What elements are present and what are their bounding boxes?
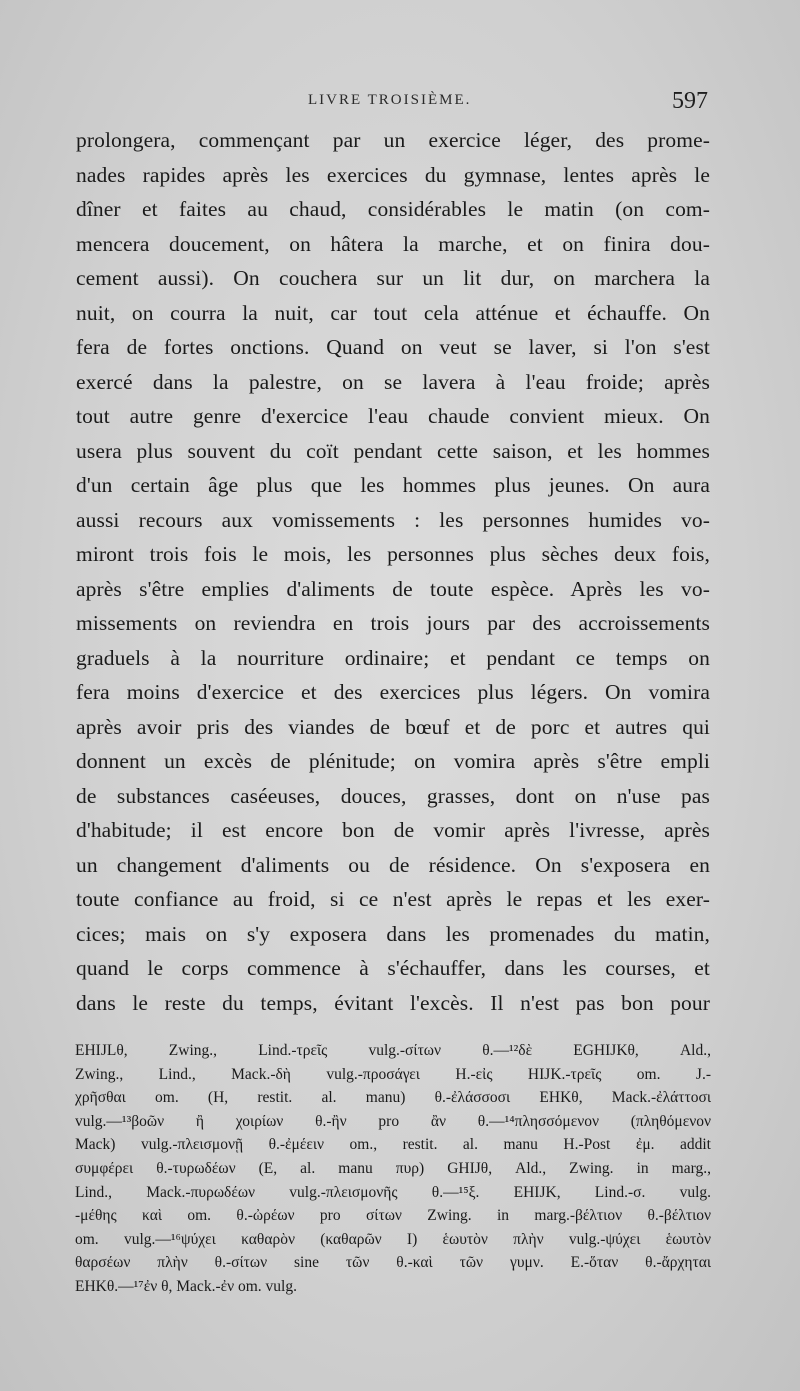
note-line: -μέθης καὶ om. θ.-ὠρέων pro σίτων Zwing. in marg.-βέλτιον θ.-βέλτιον — [75, 1207, 711, 1225]
text-line: missements on reviendra en trois jours par des accroissements — [76, 611, 710, 635]
text-line: fera de fortes onctions. Quand on veut se laver, si l'on s'est — [76, 335, 710, 359]
text-line: dans le reste du temps, évitant l'excès. Il n'est pas bon pour — [76, 990, 710, 1015]
note-line: χρῆσθαι om. (H, restit. al. manu) θ.-ἐλάσσοσι EHKθ, Mack.-ἐλάττοσι — [75, 1089, 711, 1107]
text-line: donnent un excès de plénitude; on vomira après s'être empli — [76, 749, 710, 773]
text-line: d'un certain âge plus que les hommes plus jeunes. On aura — [76, 473, 710, 497]
text-line: quand le corps commence à s'échauffer, dans les courses, et — [76, 956, 710, 980]
text-line: nuit, on courra la nuit, car tout cela atténue et échauffe. On — [76, 300, 710, 325]
text-line: fera moins d'exercice et des exercices plus légers. On vomira — [76, 680, 710, 704]
text-line: graduels à la nourriture ordinaire; et pendant ce temps on — [76, 645, 710, 670]
text-line: prolongera, commençant par un exercice léger, des prome- — [76, 128, 710, 152]
text-line: dîner et faites au chaud, considérables le matin (on com- — [76, 197, 710, 221]
note-line: EHKθ.—¹⁷ἐν θ, Mack.-ἐν om. vulg. — [75, 1277, 297, 1295]
text-line: cement aussi). On couchera sur un lit dur, on marchera la — [76, 266, 710, 290]
text-line: mencera doucement, on hâtera la marche, et on finira dou- — [76, 231, 710, 256]
text-line: nades rapides après les exercices du gymnase, lentes après le — [76, 162, 710, 187]
text-line: miront trois fois le mois, les personnes plus sèches deux fois, — [76, 542, 710, 566]
text-line: aussi recours aux vomissements : les personnes humides vo- — [76, 507, 710, 532]
text-line: d'habitude; il est encore bon de vomir après l'ivresse, après — [76, 818, 710, 842]
footnotes — [75, 1039, 711, 1299]
note-line: Zwing., Lind., Mack.-δὴ vulg.-προσάγει H.-εἰς HIJK.-τρεῖς om. J.- — [75, 1065, 711, 1083]
text-line: un changement d'aliments ou de résidence. On s'exposera en — [76, 852, 710, 877]
note-line: vulg.—¹³βοῶν ἢ χοιρίων θ.-ἢν pro ἂν θ.—¹⁴πλησσόμενον (πληθόμενον — [75, 1112, 711, 1130]
note-line: Lind., Mack.-πυρωδέων vulg.-πλεισμονῆς θ.—¹⁵ξ. EHIJK, Lind.-σ. vulg. — [75, 1183, 711, 1201]
text-line: de substances caséeuses, douces, grasses, dont on n'use pas — [76, 783, 710, 808]
page-number: 597 — [672, 88, 708, 114]
note-line: om. vulg.—¹⁶ψύχει καθαρὸν (καθαρῶν I) ἑωυτὸν πλὴν vulg.-ψύχει ἑωυτὸν — [75, 1230, 711, 1248]
text-line: exercé dans la palestre, on se lavera à l'eau froide; après — [76, 369, 710, 394]
text-line: après avoir pris des viandes de bœuf et de porc et autres qui — [76, 714, 710, 739]
note-line: EHIJLθ, Zwing., Lind.-τρεῖς vulg.-σίτων θ.—¹²δὲ EGHIJKθ, Ald., — [75, 1042, 711, 1059]
text-line: cices; mais on s'y exposera dans les promenades du matin, — [76, 921, 710, 946]
note-line: συμφέρει θ.-τυρωδέων (E, al. manu πυρ) GHIJθ, Ald., Zwing. in marg., — [75, 1159, 711, 1177]
text-line: usera plus souvent du coït pendant cette saison, et les hommes — [76, 438, 710, 463]
running-title: LIVRE TROISIÈME. — [308, 92, 472, 108]
note-line: Mack) vulg.-πλεισμονῇ θ.-ἐμέειν om., restit. al. manu H.-Post ἐμ. addit — [75, 1136, 711, 1154]
text-line: après s'être emplies d'aliments de toute espèce. Après les vo- — [76, 576, 710, 601]
text-line: tout autre genre d'exercice l'eau chaude convient mieux. On — [76, 404, 710, 428]
text-line: toute confiance au froid, si ce n'est après le repas et les exer- — [76, 887, 710, 911]
note-line: θαρσέων πλὴν θ.-σίτων sine τῶν θ.-καὶ τῶν γυμν. E.-ὅταν θ.-ἄρχηται — [75, 1254, 711, 1272]
running-head — [0, 88, 800, 118]
main-text — [76, 123, 710, 1020]
